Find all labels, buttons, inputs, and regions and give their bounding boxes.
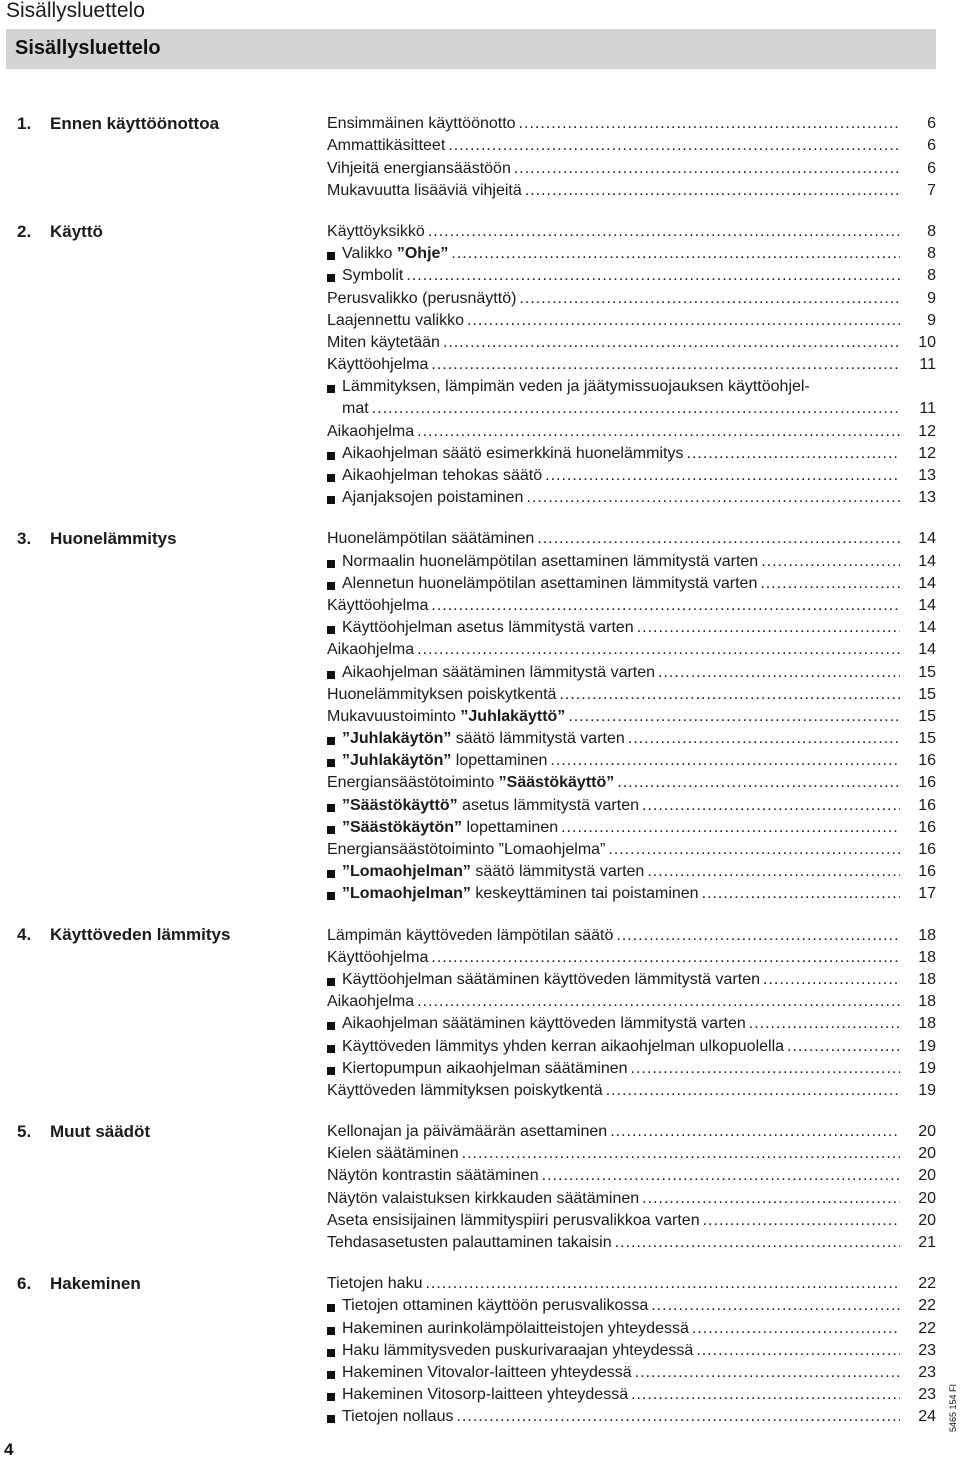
toc-entry[interactable] bbox=[327, 1317, 936, 1339]
entry-page-number: 15 bbox=[918, 663, 936, 681]
dot-leader bbox=[525, 180, 900, 202]
section-title: Muut säädöt bbox=[50, 1121, 151, 1141]
toc-entry[interactable] bbox=[327, 376, 936, 398]
toc-entry[interactable] bbox=[327, 595, 936, 617]
entry-page-number: 19 bbox=[918, 1081, 936, 1099]
entry-page-number: 23 bbox=[918, 1363, 936, 1381]
entry-text: mat bbox=[342, 400, 369, 418]
toc-entry[interactable] bbox=[327, 1384, 936, 1406]
section-number: 4. bbox=[17, 925, 32, 945]
square-bullet-icon bbox=[327, 1304, 335, 1312]
square-bullet-icon bbox=[327, 1415, 335, 1423]
toc-banner bbox=[6, 29, 936, 69]
toc-entry[interactable] bbox=[327, 528, 936, 550]
toc-entry[interactable] bbox=[327, 1406, 936, 1428]
entry-page-number: 7 bbox=[927, 181, 936, 199]
entry-text: Mukavuustoiminto ”Juhlakäyttö” bbox=[327, 707, 566, 725]
dot-leader bbox=[456, 1406, 900, 1428]
toc-entry[interactable] bbox=[327, 772, 936, 794]
dot-leader bbox=[417, 991, 900, 1013]
toc-entry[interactable] bbox=[327, 617, 936, 639]
toc-entry[interactable] bbox=[327, 924, 936, 946]
toc-entry[interactable] bbox=[327, 1295, 936, 1317]
section-heading[interactable] bbox=[17, 113, 219, 135]
entry-page-number: 20 bbox=[918, 1211, 936, 1229]
entry-text: ”Juhlakäytön” lopettaminen bbox=[342, 752, 548, 770]
entry-text: Kellonajan ja päivämäärän asettaminen bbox=[327, 1123, 608, 1141]
dot-leader bbox=[462, 1143, 900, 1165]
toc-entry[interactable] bbox=[327, 684, 936, 706]
entry-text: Huonelämmityksen poiskytkentä bbox=[327, 685, 557, 703]
dot-leader bbox=[514, 158, 900, 180]
dot-leader bbox=[658, 662, 900, 684]
dot-leader bbox=[519, 113, 900, 135]
entry-page-number: 10 bbox=[918, 333, 936, 351]
square-bullet-icon bbox=[327, 252, 335, 260]
toc-entry[interactable] bbox=[327, 991, 936, 1013]
dot-leader bbox=[760, 573, 900, 595]
entry-text: Energiansäästötoiminto ”Säästökäyttö” bbox=[327, 774, 615, 792]
toc-entry[interactable] bbox=[327, 398, 936, 420]
square-bullet-icon bbox=[327, 978, 335, 986]
entry-page-number: 16 bbox=[918, 796, 936, 814]
toc-entry[interactable] bbox=[327, 861, 936, 883]
dot-leader bbox=[550, 750, 900, 772]
toc-entry[interactable] bbox=[327, 310, 936, 332]
entry-text: Alennetun huonelämpötilan asettaminen lämmitystä varten bbox=[342, 574, 758, 592]
toc-entry[interactable] bbox=[327, 287, 936, 309]
toc-section bbox=[0, 1121, 960, 1254]
entry-page-number: 8 bbox=[927, 267, 936, 285]
toc-entry[interactable] bbox=[327, 465, 936, 487]
dot-leader bbox=[763, 969, 900, 991]
toc-entry[interactable] bbox=[327, 1058, 936, 1080]
dot-leader bbox=[519, 288, 900, 310]
toc-entry[interactable] bbox=[327, 1080, 936, 1102]
toc-entry[interactable] bbox=[327, 1013, 936, 1035]
entry-list bbox=[327, 924, 936, 1102]
section-title: Ennen käyttöönottoa bbox=[50, 114, 220, 133]
entry-page-number: 14 bbox=[918, 596, 936, 614]
entry-page-number: 18 bbox=[918, 1015, 936, 1033]
dot-leader bbox=[526, 487, 900, 509]
entry-text: Energiansäästötoiminto ”Lomaohjelma” bbox=[327, 841, 606, 858]
entry-page-number: 17 bbox=[918, 885, 936, 903]
dot-leader bbox=[702, 883, 900, 905]
entry-page-number: 22 bbox=[918, 1319, 936, 1337]
toc-entry[interactable] bbox=[327, 1035, 936, 1057]
toc-entry[interactable] bbox=[327, 706, 936, 728]
section-title: Huonelämmitys bbox=[50, 529, 177, 549]
dot-leader bbox=[616, 925, 900, 947]
toc-entry[interactable] bbox=[327, 135, 936, 157]
dot-leader bbox=[406, 265, 900, 287]
entry-text: Symbolit bbox=[342, 267, 404, 285]
entry-page-number: 24 bbox=[918, 1408, 936, 1426]
dot-leader bbox=[431, 354, 900, 376]
section-heading[interactable] bbox=[17, 1121, 150, 1143]
dot-leader bbox=[431, 947, 900, 969]
entry-text: ”Lomaohjelman” keskeyttäminen tai poistaminen bbox=[342, 885, 699, 903]
entry-text: Haku lämmitysveden puskurivaraajan yhteydessä bbox=[342, 1341, 694, 1359]
entry-text: ”Säästökäytön” lopettaminen bbox=[342, 818, 559, 836]
entry-text: ”Juhlakäytön” säätö lämmitystä varten bbox=[342, 730, 625, 748]
square-bullet-icon bbox=[327, 560, 335, 568]
entry-page-number: 14 bbox=[918, 574, 936, 592]
entry-page-number: 15 bbox=[918, 685, 936, 703]
entry-page-number: 13 bbox=[918, 489, 936, 507]
toc-entry[interactable] bbox=[327, 221, 936, 243]
entry-text: ”Lomaohjelman” säätö lämmitystä varten bbox=[342, 863, 645, 881]
toc-section bbox=[0, 1273, 960, 1428]
entry-page-number: 16 bbox=[918, 863, 936, 881]
toc-entry[interactable] bbox=[327, 332, 936, 354]
entry-page-number: 6 bbox=[927, 115, 936, 133]
section-number: 3. bbox=[17, 529, 32, 549]
toc-entry[interactable] bbox=[327, 1273, 936, 1295]
toc-entry[interactable] bbox=[327, 1362, 936, 1384]
toc-entry[interactable] bbox=[327, 550, 936, 572]
entry-page-number: 20 bbox=[918, 1167, 936, 1185]
section-heading[interactable] bbox=[17, 221, 103, 243]
dot-leader bbox=[615, 1232, 900, 1254]
square-bullet-icon bbox=[327, 1327, 335, 1335]
toc-entry[interactable] bbox=[327, 443, 936, 465]
entry-page-number: 13 bbox=[918, 467, 936, 484]
entry-text: Aikaohjelman säätö esimerkkinä huonelämmitys bbox=[342, 444, 684, 462]
dot-leader bbox=[467, 310, 900, 332]
toc-entry[interactable] bbox=[327, 157, 936, 179]
dot-leader bbox=[428, 221, 900, 243]
page-number: 4 bbox=[4, 1440, 14, 1459]
section-heading[interactable] bbox=[17, 924, 230, 946]
entry-text: Hakeminen Vitovalor-laitteen yhteydessä bbox=[342, 1363, 632, 1381]
entry-page-number: 20 bbox=[918, 1123, 936, 1141]
square-bullet-icon bbox=[327, 870, 335, 878]
entry-text: Perusvalikko (perusnäyttö) bbox=[327, 289, 517, 307]
entry-page-number: 12 bbox=[918, 444, 936, 462]
toc-entry[interactable] bbox=[327, 728, 936, 750]
entry-page-number: 9 bbox=[927, 311, 936, 329]
entry-text: Näytön kontrastin säätäminen bbox=[327, 1167, 539, 1185]
square-bullet-icon bbox=[327, 626, 335, 634]
dot-leader bbox=[651, 1295, 900, 1317]
toc-entry[interactable] bbox=[327, 794, 936, 816]
square-bullet-icon bbox=[327, 1067, 335, 1075]
entry-page-number: 15 bbox=[918, 730, 936, 748]
entry-text: Valikko ”Ohje” bbox=[342, 245, 449, 263]
entry-page-number: 14 bbox=[918, 619, 936, 637]
toc-section bbox=[0, 528, 960, 905]
entry-text: Ensimmäinen käyttöönotto bbox=[327, 115, 516, 133]
entry-page-number: 8 bbox=[927, 245, 936, 263]
entry-text: Käyttöohjelman asetus lämmitystä varten bbox=[342, 619, 634, 637]
table-of-contents bbox=[0, 113, 960, 1447]
dot-leader bbox=[443, 332, 900, 354]
entry-page-number: 23 bbox=[918, 1386, 936, 1404]
entry-list bbox=[327, 1121, 936, 1254]
toc-entry[interactable] bbox=[327, 354, 936, 376]
toc-entry[interactable] bbox=[327, 639, 936, 661]
square-bullet-icon bbox=[327, 274, 335, 282]
dot-leader bbox=[692, 1318, 900, 1340]
toc-entry[interactable] bbox=[327, 1121, 936, 1143]
entry-list bbox=[327, 528, 936, 905]
entry-text: Mukavuutta lisääviä vihjeitä bbox=[327, 181, 522, 199]
document-code: 5465 154 FI bbox=[948, 1383, 958, 1432]
dot-leader bbox=[417, 639, 900, 661]
toc-entry[interactable] bbox=[327, 817, 936, 839]
section-heading[interactable] bbox=[17, 528, 177, 550]
entry-page-number: 23 bbox=[918, 1341, 936, 1359]
entry-page-number: 12 bbox=[918, 422, 936, 440]
dot-leader bbox=[431, 595, 900, 617]
square-bullet-icon bbox=[327, 385, 335, 393]
entry-text: Aikaohjelman tehokas säätö bbox=[342, 467, 543, 484]
entry-page-number: 9 bbox=[927, 289, 936, 307]
entry-text: Hakeminen Vitosorp-laitteen yhteydessä bbox=[342, 1386, 629, 1404]
entry-page-number: 18 bbox=[918, 970, 936, 988]
entry-page-number: 16 bbox=[918, 774, 936, 792]
entry-page-number: 8 bbox=[927, 222, 936, 240]
dot-leader bbox=[537, 528, 900, 550]
entry-page-number: 18 bbox=[918, 926, 936, 944]
section-number: 6. bbox=[17, 1274, 32, 1293]
entry-text: Käyttöohjelma bbox=[327, 948, 429, 966]
entry-text: Lämmityksen, lämpimän veden ja jäätymissuojauksen käyttöohjel- bbox=[342, 378, 810, 396]
dot-leader bbox=[696, 1340, 900, 1362]
square-bullet-icon bbox=[327, 804, 335, 812]
dot-leader bbox=[761, 551, 900, 573]
entry-text: Vihjeitä energiansäästöön bbox=[327, 159, 511, 177]
square-bullet-icon bbox=[327, 452, 335, 460]
square-bullet-icon bbox=[327, 1022, 335, 1030]
toc-entry[interactable] bbox=[327, 839, 936, 861]
toc-entry[interactable] bbox=[327, 113, 936, 135]
dot-leader bbox=[635, 1362, 900, 1384]
dot-leader bbox=[606, 1080, 900, 1102]
dot-leader bbox=[568, 706, 900, 728]
square-bullet-icon bbox=[327, 892, 335, 900]
entry-text: Käyttöyksikkö bbox=[327, 222, 425, 240]
dot-leader bbox=[687, 443, 901, 465]
running-title: Sisällysluettelo bbox=[6, 0, 145, 22]
entry-page-number: 14 bbox=[918, 530, 936, 548]
toc-entry[interactable] bbox=[327, 243, 936, 265]
toc-entry[interactable] bbox=[327, 1165, 936, 1187]
entry-text: Käyttöohjelman säätäminen käyttöveden lämmitystä varten bbox=[342, 970, 760, 988]
entry-text: Aikaohjelma bbox=[327, 422, 415, 440]
entry-text: Kiertopumpun aikaohjelman säätäminen bbox=[342, 1059, 628, 1077]
entry-text: Normaalin huonelämpötilan asettaminen lämmitystä varten bbox=[342, 552, 759, 570]
entry-page-number: 21 bbox=[918, 1234, 936, 1251]
dot-leader bbox=[417, 421, 900, 443]
entry-page-number: 19 bbox=[918, 1059, 936, 1077]
entry-text: Käyttöohjelma bbox=[327, 596, 429, 614]
entry-page-number: 20 bbox=[918, 1189, 936, 1207]
square-bullet-icon bbox=[327, 737, 335, 745]
entry-page-number: 16 bbox=[918, 841, 936, 858]
toc-entry[interactable] bbox=[327, 180, 936, 202]
dot-leader bbox=[703, 1210, 900, 1232]
square-bullet-icon bbox=[327, 582, 335, 590]
square-bullet-icon bbox=[327, 826, 335, 834]
entry-text: Aikaohjelman säätäminen lämmitystä varten bbox=[342, 663, 656, 681]
entry-page-number: 20 bbox=[918, 1145, 936, 1163]
toc-entry[interactable] bbox=[327, 487, 936, 509]
entry-text: Kielen säätäminen bbox=[327, 1145, 459, 1163]
entry-page-number: 16 bbox=[918, 752, 936, 770]
square-bullet-icon bbox=[327, 1349, 335, 1357]
dot-leader bbox=[631, 1384, 900, 1406]
entry-text: Lämpimän käyttöveden lämpötilan säätö bbox=[327, 926, 614, 944]
entry-page-number: 16 bbox=[918, 818, 936, 836]
toc-entry[interactable] bbox=[327, 573, 936, 595]
entry-text: Aseta ensisijainen lämmityspiiri perusvalikkoa varten bbox=[327, 1211, 700, 1229]
toc-title: Sisällysluettelo bbox=[15, 37, 161, 59]
dot-leader bbox=[451, 243, 900, 265]
entry-page-number: 18 bbox=[918, 948, 936, 966]
dot-leader bbox=[561, 817, 900, 839]
section-number: 2. bbox=[17, 221, 32, 241]
section-heading[interactable] bbox=[17, 1273, 141, 1295]
square-bullet-icon bbox=[327, 496, 335, 504]
toc-entry[interactable] bbox=[327, 947, 936, 969]
entry-text: Tietojen nollaus bbox=[342, 1408, 454, 1426]
dot-leader bbox=[787, 1036, 900, 1058]
entry-page-number: 6 bbox=[927, 137, 936, 155]
dot-leader bbox=[637, 617, 900, 639]
entry-text: Käyttöveden lämmitys yhden kerran aikaohjelman ulkopuolella bbox=[342, 1037, 785, 1055]
entry-text: Tietojen ottaminen käyttöön perusvalikossa bbox=[342, 1297, 649, 1315]
entry-text: Näytön valaistuksen kirkkauden säätäminen bbox=[327, 1189, 640, 1207]
square-bullet-icon bbox=[327, 759, 335, 767]
dot-leader bbox=[608, 839, 900, 861]
entry-list bbox=[327, 113, 936, 202]
entry-page-number: 11 bbox=[919, 356, 936, 374]
entry-text: Ammattikäsitteet bbox=[327, 137, 446, 155]
section-title: Käyttöveden lämmitys bbox=[50, 925, 231, 945]
toc-entry[interactable] bbox=[327, 969, 936, 991]
toc-entry[interactable] bbox=[327, 265, 936, 287]
dot-leader bbox=[610, 1121, 900, 1143]
dot-leader bbox=[642, 1188, 900, 1210]
entry-text: Aikaohjelma bbox=[327, 641, 415, 659]
section-title: Käyttö bbox=[50, 221, 103, 241]
dot-leader bbox=[559, 684, 900, 706]
dot-leader bbox=[425, 1273, 900, 1295]
entry-page-number: 15 bbox=[918, 707, 936, 725]
entry-page-number: 22 bbox=[918, 1275, 936, 1293]
entry-list bbox=[327, 221, 936, 509]
dot-leader bbox=[545, 465, 900, 487]
square-bullet-icon bbox=[327, 474, 335, 482]
entry-page-number: 18 bbox=[918, 993, 936, 1011]
toc-entry[interactable] bbox=[327, 1187, 936, 1209]
entry-page-number: 14 bbox=[918, 552, 936, 570]
section-title: Hakeminen bbox=[50, 1274, 141, 1293]
entry-page-number: 14 bbox=[918, 641, 936, 659]
entry-text: Aikaohjelman säätäminen käyttöveden lämmitystä varten bbox=[342, 1015, 746, 1033]
entry-text: Tietojen haku bbox=[327, 1275, 423, 1293]
section-number: 1. bbox=[17, 114, 32, 133]
toc-entry[interactable] bbox=[327, 883, 936, 905]
entry-text: Tehdasasetusten palauttaminen takaisin bbox=[327, 1234, 612, 1251]
entry-page-number: 19 bbox=[918, 1037, 936, 1055]
entry-text: ”Säästökäyttö” asetus lämmitystä varten bbox=[342, 796, 639, 814]
square-bullet-icon bbox=[327, 1393, 335, 1401]
entry-text: Huonelämpötilan säätäminen bbox=[327, 530, 535, 548]
toc-entry[interactable] bbox=[327, 1340, 936, 1362]
toc-entry[interactable] bbox=[327, 1210, 936, 1232]
dot-leader bbox=[647, 861, 900, 883]
entry-text: Käyttöveden lämmityksen poiskytkentä bbox=[327, 1081, 603, 1099]
dot-leader bbox=[749, 1013, 900, 1035]
dot-leader bbox=[628, 728, 900, 750]
entry-text: Ajanjaksojen poistaminen bbox=[342, 489, 524, 507]
dot-leader bbox=[448, 135, 900, 157]
toc-entry[interactable] bbox=[327, 420, 936, 442]
entry-text: Miten käytetään bbox=[327, 333, 440, 351]
toc-entry[interactable] bbox=[327, 750, 936, 772]
dot-leader bbox=[617, 772, 900, 794]
section-number: 5. bbox=[17, 1121, 32, 1141]
dot-leader bbox=[542, 1165, 900, 1187]
entry-text: Laajennettu valikko bbox=[327, 311, 464, 329]
entry-text: Hakeminen aurinkolämpölaitteistojen yhteydessä bbox=[342, 1319, 689, 1337]
entry-page-number: 22 bbox=[918, 1297, 936, 1315]
toc-entry[interactable] bbox=[327, 1232, 936, 1254]
toc-section bbox=[0, 924, 960, 1102]
entry-text: Aikaohjelma bbox=[327, 993, 415, 1011]
square-bullet-icon bbox=[327, 1371, 335, 1379]
toc-section bbox=[0, 113, 960, 202]
entry-page-number: 11 bbox=[919, 400, 936, 418]
square-bullet-icon bbox=[327, 1045, 335, 1053]
entry-list bbox=[327, 1273, 936, 1428]
toc-entry[interactable] bbox=[327, 661, 936, 683]
toc-section bbox=[0, 221, 960, 509]
square-bullet-icon bbox=[327, 671, 335, 679]
dot-leader bbox=[642, 795, 900, 817]
dot-leader bbox=[631, 1058, 900, 1080]
toc-entry[interactable] bbox=[327, 1143, 936, 1165]
entry-page-number: 6 bbox=[927, 159, 936, 177]
entry-text: Käyttöohjelma bbox=[327, 356, 429, 374]
dot-leader bbox=[372, 398, 900, 420]
